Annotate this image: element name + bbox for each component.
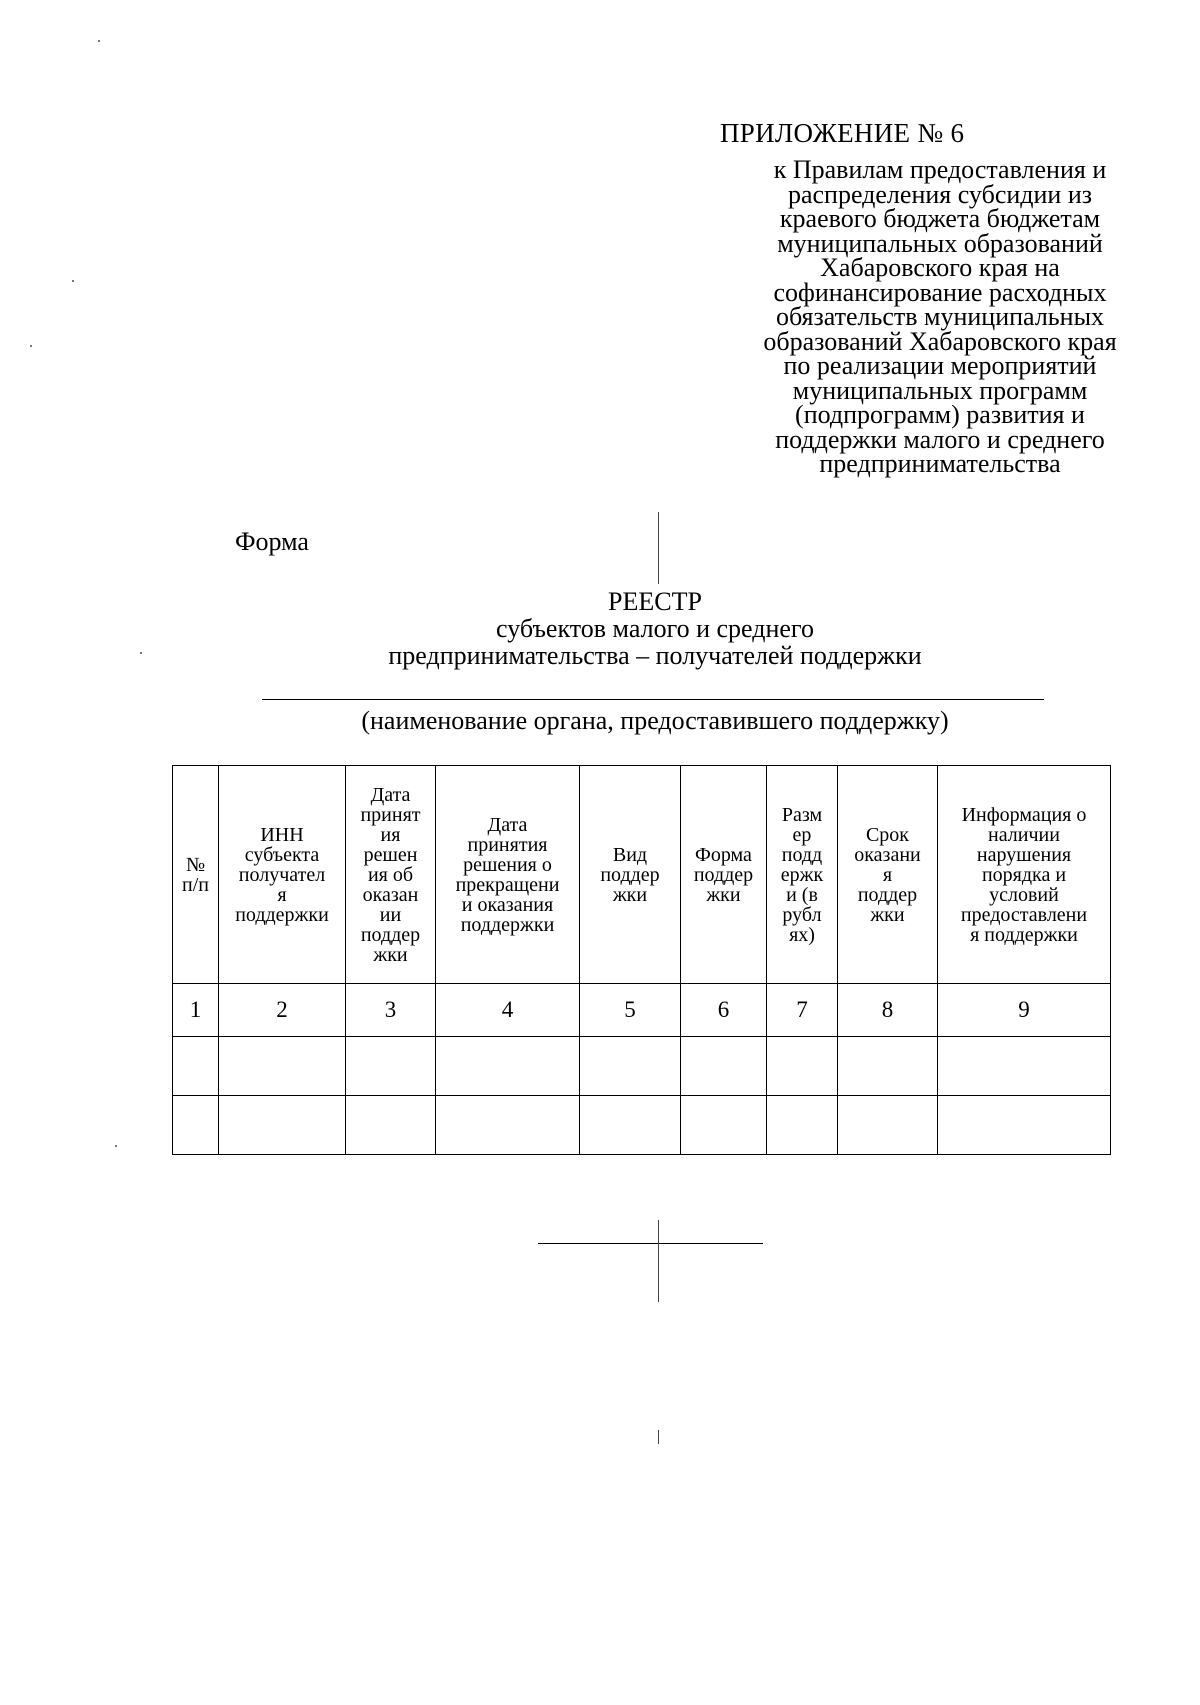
empty-cell [838,1096,938,1155]
header-cell-termination-date: Дата принятия решения о прекращени и оказания поддержки [436,766,580,984]
org-name-caption: (наименование органа, предоставившего поддержку) [361,706,949,735]
empty-cell [346,1037,436,1096]
header-cell-decision-date: Дата принят ия решен ия об оказан ии поддер жки [346,766,436,984]
empty-cell [219,1096,346,1155]
header-cell-support-type: Вид поддер жки [580,766,681,984]
appendix-title: ПРИЛОЖЕНИЕ № 6 [720,118,965,148]
scan-speck [140,652,142,654]
column-number: 7 [767,984,838,1037]
column-number: 8 [838,984,938,1037]
column-number: 3 [346,984,436,1037]
column-number: 2 [219,984,346,1037]
table-row [173,1096,1111,1155]
empty-cell [580,1037,681,1096]
org-name-blank-line [262,699,1044,700]
registry-heading [260,588,1050,669]
scan-artifact [658,1430,659,1444]
empty-cell [838,1037,938,1096]
registry-table [172,765,1111,1155]
empty-cell [681,1037,767,1096]
empty-cell [938,1037,1111,1096]
empty-cell [938,1096,1111,1155]
registry-title: РЕЕСТР [608,587,702,616]
header-cell-inn: ИНН субъекта получател я поддержки [219,766,346,984]
table-numbering-row [173,984,1111,1037]
table-row [173,1037,1111,1096]
scan-speck [30,345,32,347]
empty-cell [346,1096,436,1155]
empty-cell [767,1096,838,1155]
registry-subtitle-line1: субъектов малого и среднего [496,614,814,643]
empty-cell [173,1037,219,1096]
scan-speck [98,40,100,42]
column-number: 1 [173,984,219,1037]
empty-cell [436,1096,580,1155]
header-cell-support-amount: Разм ер подд ержк и (в рубл ях) [767,766,838,984]
empty-cell [681,1096,767,1155]
column-number: 9 [938,984,1111,1037]
table-header-row [173,766,1111,984]
appendix-description: к Правилам предоставления и распределения субсидии из краевого бюджета бюджетам муниципальных образований Хабаровского края на софинансирование расходных обязательств муниципальных образований Хабаровского края по реализации мероприятий муниципальных программ (подпрограмм) развития и поддержки малого и среднего предпринимательства [763,155,1117,478]
scan-artifact [658,1220,659,1302]
end-separator-line [538,1243,763,1244]
form-label: Форма [235,527,309,556]
empty-cell [173,1096,219,1155]
registry-subtitle-line2: предпринимательства – получателей поддержки [388,641,922,670]
scan-speck [115,1145,117,1147]
empty-cell [219,1037,346,1096]
header-cell-support-term: Срок оказани я поддер жки [838,766,938,984]
header-cell-support-form: Форма поддер жки [681,766,767,984]
scan-speck [72,280,74,282]
empty-cell [767,1037,838,1096]
header-cell-number: № п/п [173,766,219,984]
column-number: 6 [681,984,767,1037]
scan-artifact [658,512,659,584]
column-number: 4 [436,984,580,1037]
column-number: 5 [580,984,681,1037]
empty-cell [580,1096,681,1155]
header-cell-violation-info: Информация о наличии нарушения порядка и условий предоставлени я поддержки [938,766,1111,984]
empty-cell [436,1037,580,1096]
